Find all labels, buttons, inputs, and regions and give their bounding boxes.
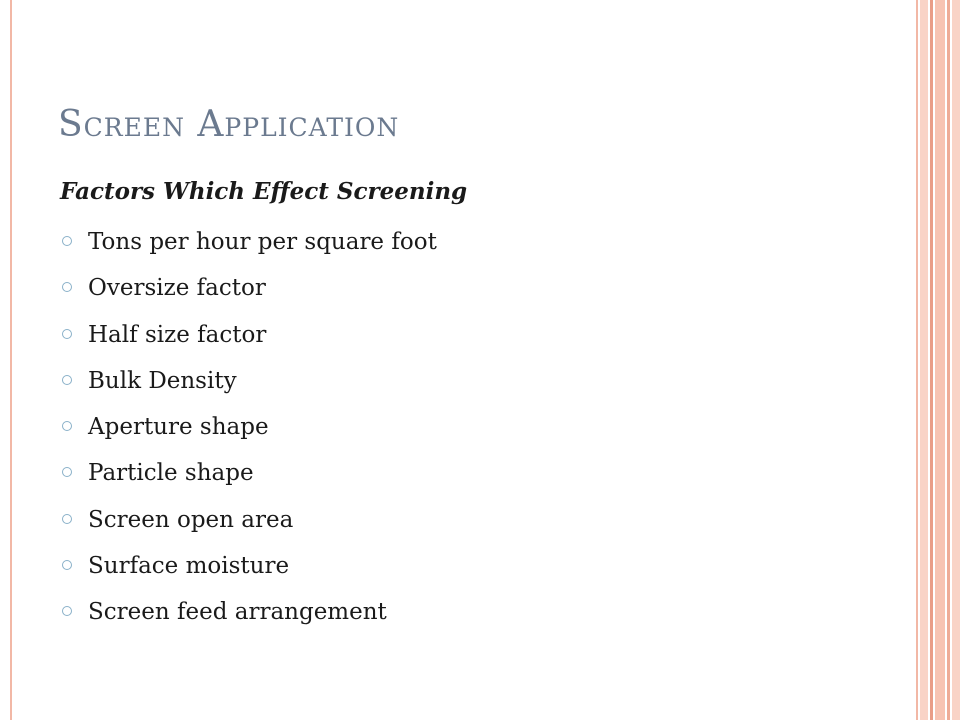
list-item [60,407,437,453]
list-item [60,592,437,638]
bullet-circle-icon [62,606,72,616]
list-item-text: Aperture shape [88,414,269,441]
stripe-3 [930,0,933,720]
bullet-circle-icon [62,375,72,385]
stripe-1 [916,0,918,720]
bullet-circle-icon [62,560,72,570]
list-item [60,500,437,546]
slide-subheading: Factors Which Effect Screening [60,178,468,205]
bullet-circle-icon [62,236,72,246]
right-decorative-stripes [916,0,960,720]
stripe-2 [920,0,928,720]
list-item [60,222,437,268]
bullet-circle-icon [62,421,72,431]
list-item [60,453,437,499]
bullet-circle-icon [62,514,72,524]
list-item-text: Particle shape [88,460,254,487]
list-item-text: Half size factor [88,321,267,348]
list-item [60,546,437,592]
bullet-circle-icon [62,467,72,477]
slide-title: Screen Application [58,104,400,145]
list-item [60,268,437,314]
left-border-rule [10,0,12,720]
stripe-5 [947,0,950,720]
list-item-text: Screen feed arrangement [88,599,387,626]
bullet-list [60,222,437,639]
stripe-4 [935,0,945,720]
list-item-text: Tons per hour per square foot [88,229,437,255]
list-item-text: Oversize factor [88,275,266,302]
list-item-text: Screen open area [88,506,294,533]
list-item-text: Surface moisture [88,553,290,580]
list-item-text: Bulk Density [88,367,237,394]
bullet-circle-icon [62,329,72,339]
list-item [60,315,437,361]
stripe-6 [952,0,960,720]
list-item [60,361,437,407]
bullet-circle-icon [62,282,72,292]
